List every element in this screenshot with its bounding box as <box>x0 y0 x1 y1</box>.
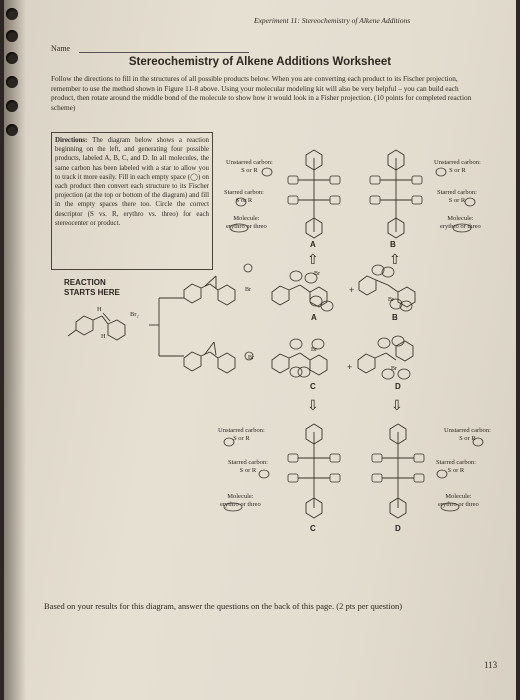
reagent-label: Br₂ <box>130 311 139 318</box>
atom-br-label: Br <box>391 366 397 372</box>
starting-material <box>68 313 125 340</box>
product-letter-d: D <box>395 524 401 533</box>
product-b-structure <box>359 265 415 311</box>
fischer-bottom-d <box>372 424 424 518</box>
page-number: 113 <box>484 660 498 670</box>
arrow-up-icon: ⇧ <box>307 252 319 268</box>
footer-instructions: Based on your results for this diagram, answer the questions on the back of this page. (2 pts per question) <box>44 601 403 611</box>
intro-paragraph: Follow the directions to fill in the structures of all possible products below. When you are converting each product to its Fischer projection, remember to use the method shown in Figure 11-8 above. Using your molecular modeling kit will also be very helpful – you can build each product, then rotate around the middle bond of the molecule to show how it would look in a Fisher projection. (10 points for completed reaction scheme) <box>51 74 472 112</box>
branch-arrows <box>149 298 184 356</box>
reaction-scheme-drawing <box>4 0 516 700</box>
molecule-label-a: Molecule: erythro or threo <box>226 215 267 230</box>
fischer-top-b <box>370 150 422 238</box>
arrow-up-icon: ⇧ <box>389 252 401 268</box>
atom-br-label: Br <box>388 297 394 303</box>
unstarred-label-c: Unstarred carbon: S or R <box>218 427 265 442</box>
atom-br-label: Br <box>311 347 317 353</box>
product-letter-c: C <box>310 382 316 391</box>
svg-text:+: + <box>349 285 355 295</box>
product-c-structure <box>272 339 327 377</box>
atom-br-label: Br <box>245 287 251 293</box>
running-header: Experiment 11: Stereochemistry of Alkene Additions <box>254 16 411 25</box>
product-letter-d: D <box>395 382 401 391</box>
directions-label: Directions: <box>55 137 88 144</box>
bromonium-upper <box>184 264 252 305</box>
unstarred-label-a: Unstarred carbon: S or R <box>226 159 273 174</box>
starred-label-c: Starred carbon: S or R <box>228 459 268 474</box>
product-letter-b: B <box>392 313 398 322</box>
starred-label-d: Starred carbon: S or R <box>436 459 476 474</box>
starred-label-a: Starred carbon: S or R <box>224 189 264 204</box>
unstarred-label-b: Unstarred carbon: S or R <box>434 159 481 174</box>
product-d-structure <box>358 336 413 379</box>
unstarred-label-d: Unstarred carbon: S or R <box>444 427 491 442</box>
molecule-label-d: Molecule: erythro or threo <box>438 493 479 508</box>
fischer-top-a <box>288 150 340 238</box>
starred-label-b: Starred carbon: S or R <box>437 189 477 204</box>
molecule-label-b: Molecule: erythro or threo <box>440 215 481 230</box>
bromonium-lower <box>184 342 253 373</box>
arrow-down-icon: ⇩ <box>307 398 319 414</box>
atom-h-label: H <box>97 306 102 313</box>
reaction-start-label: REACTION STARTS HERE <box>64 278 120 297</box>
worksheet-title: Stereochemistry of Alkene Additions Worksheet <box>128 56 392 68</box>
fischer-bottom-c <box>288 424 340 518</box>
atom-h-label: H <box>101 333 106 340</box>
directions-text: The diagram below shows a reaction beginning on the left, and generating four possible products, labeled A, B, C, and D. In all molecules, the same carbon has been labeled with a star to allow you to track it more easily. Fill in each empty space (◯) on each product then convert each structure to its Fischer projection (at the top or bottom of the diagram) and fill in the empty spaces there too. Circle the correct descriptor (S vs. R, erythro vs. threo) for each stereocenter or product. <box>55 137 209 227</box>
atom-br-label: Br <box>248 355 254 361</box>
product-letter-c: C <box>310 524 316 533</box>
atom-br-label: Br <box>314 271 320 277</box>
product-letter-a: A <box>310 240 316 249</box>
arrow-down-icon: ⇩ <box>391 398 403 414</box>
name-label: Name <box>51 44 71 53</box>
product-letter-b: B <box>390 240 396 249</box>
product-letter-a: A <box>311 313 317 322</box>
product-a-structure <box>272 271 333 311</box>
svg-text:+: + <box>347 362 353 372</box>
molecule-label-c: Molecule: erythro or threo <box>220 493 261 508</box>
worksheet-page <box>4 0 516 700</box>
